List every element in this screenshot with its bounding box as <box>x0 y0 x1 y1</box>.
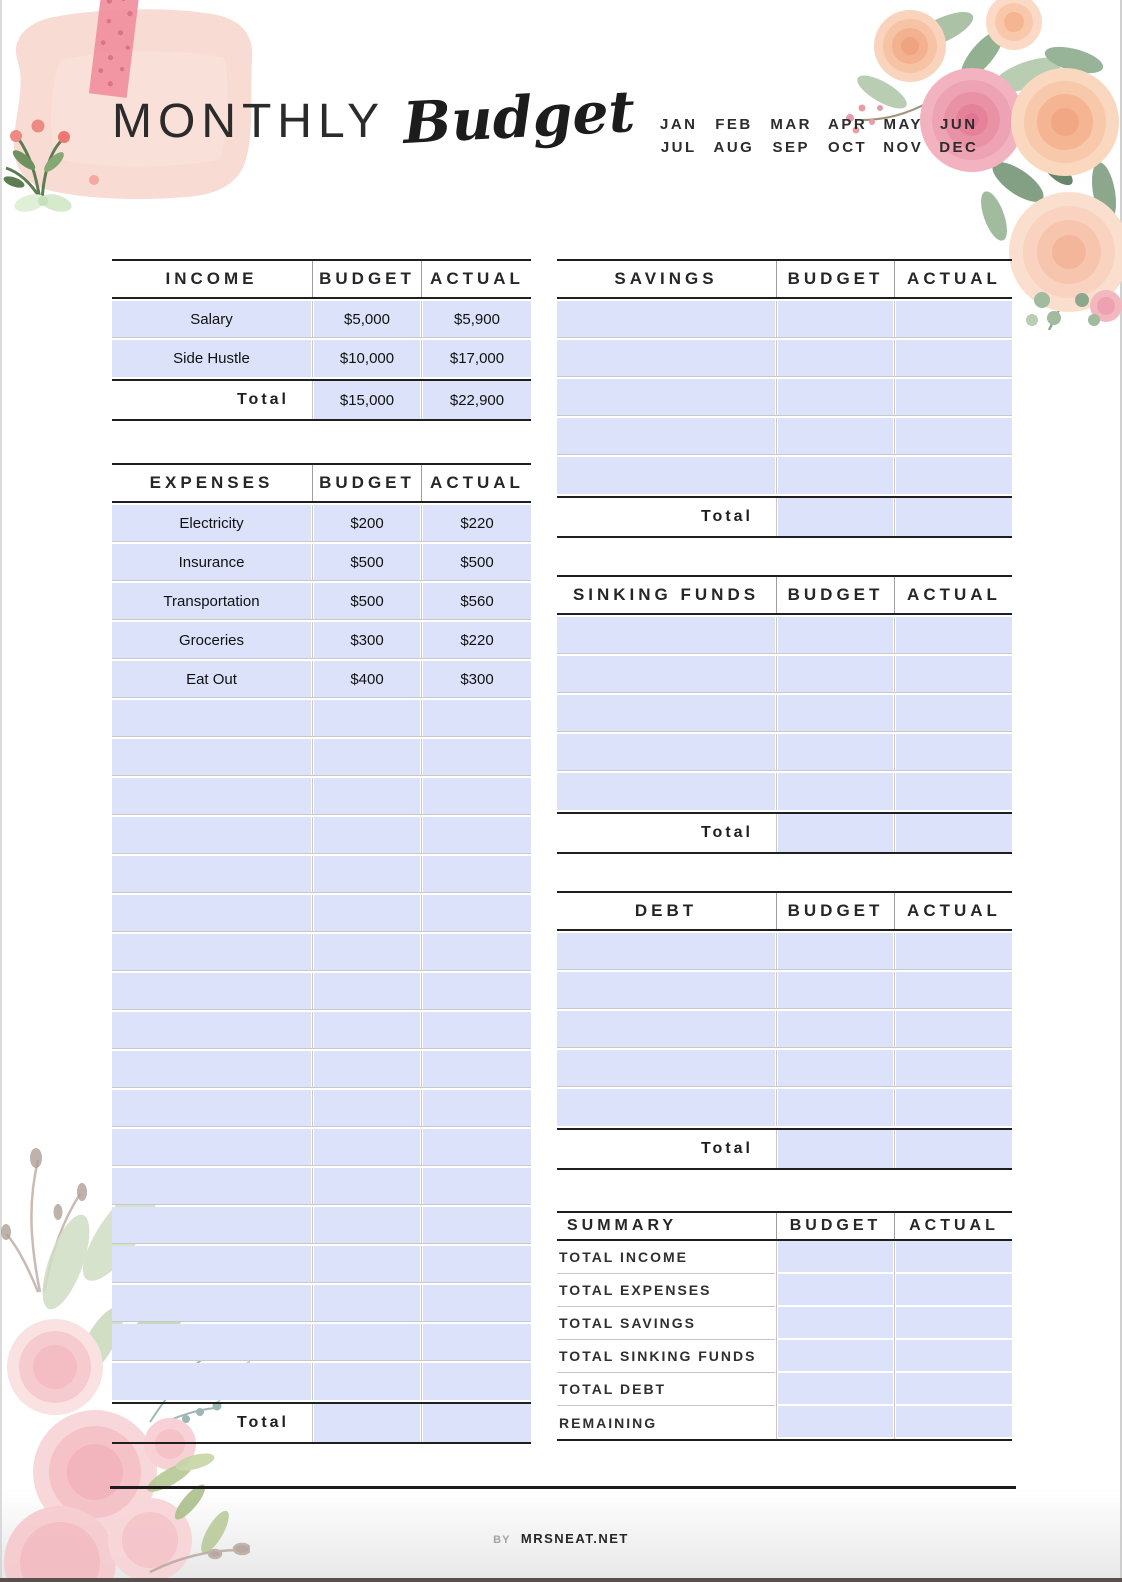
budget-cell[interactable] <box>778 1406 893 1439</box>
budget-cell[interactable] <box>778 457 893 494</box>
month-aug[interactable]: AUG <box>713 139 755 156</box>
row-label-cell[interactable]: Transportation <box>112 583 311 619</box>
total-budget-cell[interactable] <box>778 814 893 852</box>
budget-cell[interactable] <box>314 700 420 736</box>
budget-cell[interactable] <box>314 739 420 775</box>
table-row <box>557 1373 1012 1406</box>
table-row <box>112 739 531 776</box>
budget-cell[interactable] <box>314 973 420 1009</box>
table-row <box>112 544 531 581</box>
total-row <box>557 496 1012 538</box>
table-row <box>557 617 1012 654</box>
row-label-cell[interactable]: Side Hustle <box>112 340 311 377</box>
total-row <box>112 379 531 421</box>
column-header: ACTUAL <box>907 901 1001 920</box>
column-header: SUMMARY <box>567 1217 678 1234</box>
table-row <box>112 1012 531 1049</box>
budget-cell[interactable]: $500 <box>314 544 420 580</box>
savings-table <box>557 259 1012 538</box>
title-budget-script: Budget <box>401 77 637 158</box>
row-label-cell[interactable] <box>112 1285 311 1321</box>
column-header: BUDGET <box>787 901 884 920</box>
total-label: Total <box>236 391 289 408</box>
budget-cell[interactable] <box>314 1324 420 1360</box>
actual-cell[interactable]: $5,900 <box>423 301 531 337</box>
actual-cell[interactable] <box>896 695 1012 731</box>
actual-cell[interactable] <box>896 1274 1012 1307</box>
total-budget-cell[interactable]: $15,000 <box>314 381 420 419</box>
actual-cell[interactable] <box>423 1324 531 1360</box>
total-actual-cell[interactable]: $22,900 <box>423 381 531 419</box>
actual-cell[interactable] <box>423 1012 531 1048</box>
row-label-cell[interactable] <box>112 1090 311 1126</box>
table-row <box>557 1089 1012 1126</box>
budget-cell[interactable] <box>778 1011 893 1047</box>
sinking-funds-table <box>557 575 1012 854</box>
month-selector <box>660 116 978 156</box>
row-label-cell[interactable] <box>557 379 775 415</box>
month-jan[interactable]: JAN <box>660 116 698 133</box>
budget-cell[interactable] <box>314 856 420 892</box>
budget-cell[interactable]: $200 <box>314 505 420 541</box>
table-row <box>112 778 531 815</box>
summary-row-label: REMAINING <box>559 1414 658 1431</box>
row-label-cell[interactable]: Eat Out <box>112 661 311 697</box>
budget-cell[interactable] <box>778 1373 893 1406</box>
budget-cell[interactable] <box>314 1246 420 1282</box>
actual-cell[interactable] <box>423 934 531 970</box>
actual-cell[interactable]: $17,000 <box>423 340 531 377</box>
table-row <box>112 340 531 377</box>
summary-header-row <box>557 1211 1012 1241</box>
month-nov[interactable]: NOV <box>883 139 924 156</box>
budget-cell[interactable] <box>778 617 893 653</box>
column-header: BUDGET <box>787 269 884 288</box>
income-header-row <box>112 259 531 299</box>
actual-cell[interactable] <box>896 1011 1012 1047</box>
actual-cell[interactable] <box>423 973 531 1009</box>
budget-cell[interactable] <box>778 379 893 415</box>
actual-cell[interactable]: $220 <box>423 622 531 658</box>
actual-cell[interactable] <box>896 734 1012 770</box>
total-actual-cell[interactable] <box>423 1404 531 1442</box>
actual-cell[interactable] <box>896 379 1012 415</box>
table-row <box>112 934 531 971</box>
table-row <box>112 973 531 1010</box>
footer-divider <box>110 1486 1016 1489</box>
actual-cell[interactable] <box>896 1340 1012 1373</box>
table-row <box>112 1129 531 1166</box>
budget-cell[interactable] <box>778 1241 893 1274</box>
row-label-cell[interactable] <box>112 895 311 931</box>
table-row <box>112 661 531 698</box>
row-label-cell[interactable]: Insurance <box>112 544 311 580</box>
total-label: Total <box>700 1140 753 1157</box>
month-sep[interactable]: SEP <box>772 139 810 156</box>
budget-cell[interactable] <box>778 695 893 731</box>
budget-cell[interactable] <box>314 1285 420 1321</box>
row-label-cell[interactable] <box>112 778 311 814</box>
total-actual-cell[interactable] <box>896 814 1012 852</box>
row-label-cell[interactable] <box>557 1011 775 1047</box>
actual-cell[interactable] <box>896 1241 1012 1274</box>
actual-cell[interactable] <box>896 301 1012 337</box>
total-label: Total <box>236 1414 289 1431</box>
table-row <box>557 340 1012 377</box>
expenses-table <box>112 463 531 1444</box>
row-label-cell[interactable] <box>557 734 775 770</box>
table-row <box>112 700 531 737</box>
budget-cell[interactable] <box>778 773 893 810</box>
debt-header-row <box>557 891 1012 931</box>
column-header: SAVINGS <box>614 269 718 288</box>
actual-cell[interactable] <box>423 1090 531 1126</box>
footer-by-label: BY <box>493 1534 511 1546</box>
column-header: EXPENSES <box>149 473 274 492</box>
table-row <box>112 817 531 854</box>
sinking-funds-header-row <box>557 575 1012 615</box>
income-table <box>112 259 531 421</box>
table-row <box>557 734 1012 771</box>
table-row <box>557 933 1012 970</box>
budget-cell[interactable] <box>314 1012 420 1048</box>
total-row <box>557 1128 1012 1170</box>
row-label-cell[interactable] <box>112 1246 311 1282</box>
column-header: BUDGET <box>787 585 884 604</box>
table-row <box>557 1307 1012 1340</box>
actual-cell[interactable] <box>423 1285 531 1321</box>
row-label-cell[interactable] <box>112 817 311 853</box>
total-label: Total <box>700 824 753 841</box>
actual-cell[interactable] <box>896 617 1012 653</box>
budget-cell[interactable] <box>778 340 893 376</box>
title-monthly: MONTHLY <box>112 95 386 148</box>
summary-row-label: TOTAL SINKING FUNDS <box>557 1340 775 1373</box>
column-header: ACTUAL <box>430 473 524 492</box>
table-row <box>557 418 1012 455</box>
row-label-cell[interactable] <box>112 1051 311 1087</box>
page-edge-bottom <box>0 1578 1122 1582</box>
month-dec[interactable]: DEC <box>939 139 979 156</box>
budget-cell[interactable] <box>314 817 420 853</box>
row-label-cell[interactable] <box>112 1207 311 1243</box>
table-row <box>112 895 531 932</box>
budget-cell[interactable]: $5,000 <box>314 301 420 337</box>
table-row <box>112 1168 531 1205</box>
total-budget-cell[interactable] <box>314 1404 420 1442</box>
actual-cell[interactable] <box>896 1307 1012 1340</box>
row-label-cell[interactable] <box>112 934 311 970</box>
budget-cell[interactable]: $400 <box>314 661 420 697</box>
budget-cell[interactable] <box>314 778 420 814</box>
table-row <box>112 1285 531 1322</box>
table-row <box>112 1207 531 1244</box>
column-header: ACTUAL <box>430 269 524 288</box>
month-feb[interactable]: FEB <box>715 116 753 133</box>
budget-cell[interactable] <box>314 934 420 970</box>
total-row <box>557 812 1012 854</box>
actual-cell[interactable] <box>423 895 531 931</box>
month-jul[interactable]: JUL <box>660 139 697 156</box>
row-label-cell[interactable] <box>557 656 775 692</box>
column-header: DEBT <box>634 901 698 920</box>
summary-row-label: TOTAL INCOME <box>557 1241 775 1274</box>
row-label-cell[interactable] <box>557 301 775 337</box>
row-label-cell[interactable] <box>112 700 311 736</box>
column-header: ACTUAL <box>907 585 1001 604</box>
budget-cell[interactable] <box>778 1274 893 1307</box>
column-header: ACTUAL <box>907 269 1001 288</box>
actual-cell[interactable] <box>423 1207 531 1243</box>
budget-cell[interactable] <box>778 301 893 337</box>
table-row <box>112 1090 531 1127</box>
row-label-cell[interactable] <box>557 418 775 454</box>
row-label-cell[interactable] <box>112 1012 311 1048</box>
summary-row-label: TOTAL SAVINGS <box>557 1307 775 1340</box>
footer <box>0 1530 1122 1548</box>
budget-cell[interactable] <box>314 1168 420 1204</box>
column-header: BUDGET <box>319 269 415 288</box>
actual-cell[interactable] <box>423 1051 531 1087</box>
table-row <box>557 1406 1012 1439</box>
debt-table <box>557 891 1012 1170</box>
table-row <box>112 1246 531 1283</box>
table-row <box>557 301 1012 338</box>
total-budget-cell[interactable] <box>778 1130 893 1168</box>
actual-cell[interactable] <box>896 457 1012 494</box>
actual-cell[interactable] <box>896 1089 1012 1126</box>
table-row <box>112 856 531 893</box>
budget-cell[interactable] <box>778 1307 893 1340</box>
budget-cell[interactable] <box>778 1340 893 1373</box>
table-row <box>557 656 1012 693</box>
actual-cell[interactable] <box>896 1050 1012 1086</box>
row-label-cell[interactable] <box>557 695 775 731</box>
total-row <box>112 1402 531 1444</box>
table-row <box>557 972 1012 1009</box>
actual-cell[interactable] <box>423 1246 531 1282</box>
row-label-cell[interactable] <box>557 457 775 494</box>
row-label-cell[interactable] <box>112 856 311 892</box>
budget-cell[interactable] <box>314 1051 420 1087</box>
row-label-cell[interactable] <box>112 1129 311 1165</box>
savings-header-row <box>557 259 1012 299</box>
summary-table <box>557 1211 1012 1441</box>
actual-cell[interactable] <box>896 773 1012 810</box>
month-may[interactable]: MAY <box>883 116 923 133</box>
budget-cell[interactable] <box>778 1050 893 1086</box>
row-label-cell[interactable] <box>557 617 775 653</box>
row-label-cell[interactable] <box>557 340 775 376</box>
row-label-cell[interactable] <box>112 1168 311 1204</box>
row-label-cell[interactable] <box>557 972 775 1008</box>
column-header: ACTUAL <box>909 1217 999 1234</box>
actual-cell[interactable] <box>896 340 1012 376</box>
row-label-cell[interactable]: Electricity <box>112 505 311 541</box>
table-row <box>112 1324 531 1361</box>
row-label-cell[interactable] <box>112 739 311 775</box>
row-label-cell[interactable] <box>557 1089 775 1126</box>
budget-cell[interactable] <box>314 1207 420 1243</box>
row-label-cell[interactable] <box>112 1324 311 1360</box>
row-label-cell[interactable]: Salary <box>112 301 311 337</box>
peach-rose-icon <box>874 10 946 82</box>
table-row <box>557 1011 1012 1048</box>
row-label-cell[interactable] <box>112 973 311 1009</box>
column-header: BUDGET <box>789 1217 882 1234</box>
actual-cell[interactable] <box>423 817 531 853</box>
total-actual-cell[interactable] <box>896 1130 1012 1168</box>
row-label-cell[interactable] <box>112 1363 311 1400</box>
actual-cell[interactable] <box>423 856 531 892</box>
budget-cell[interactable] <box>778 418 893 454</box>
actual-cell[interactable] <box>423 700 531 736</box>
row-label-cell[interactable]: Groceries <box>112 622 311 658</box>
summary-row-label: TOTAL DEBT <box>557 1373 775 1406</box>
month-oct[interactable]: OCT <box>828 139 868 156</box>
actual-cell[interactable] <box>896 418 1012 454</box>
column-header: BUDGET <box>319 473 415 492</box>
actual-cell[interactable] <box>423 778 531 814</box>
actual-cell[interactable]: $500 <box>423 544 531 580</box>
table-row <box>112 1051 531 1088</box>
actual-cell[interactable] <box>896 1406 1012 1439</box>
table-row <box>557 1274 1012 1307</box>
actual-cell[interactable] <box>896 1373 1012 1406</box>
table-row <box>557 773 1012 810</box>
budget-cell[interactable] <box>778 972 893 1008</box>
table-row <box>112 301 531 338</box>
actual-cell[interactable] <box>896 933 1012 969</box>
actual-cell[interactable] <box>423 1129 531 1165</box>
actual-cell[interactable] <box>896 972 1012 1008</box>
total-budget-cell[interactable] <box>778 498 893 536</box>
actual-cell[interactable]: $220 <box>423 505 531 541</box>
budget-cell[interactable] <box>778 734 893 770</box>
table-row <box>557 695 1012 732</box>
budget-cell[interactable] <box>778 933 893 969</box>
summary-row-label: TOTAL EXPENSES <box>557 1274 775 1307</box>
table-row <box>112 622 531 659</box>
budget-cell[interactable] <box>778 656 893 692</box>
table-row <box>112 505 531 542</box>
column-header: SINKING FUNDS <box>572 585 760 604</box>
table-row <box>557 1050 1012 1087</box>
footer-site-link[interactable]: MRSNEAT.NET <box>520 1531 629 1546</box>
total-label: Total <box>700 508 753 525</box>
expenses-header-row <box>112 463 531 503</box>
actual-cell[interactable]: $300 <box>423 661 531 697</box>
table-row <box>557 457 1012 494</box>
table-row <box>112 1363 531 1400</box>
budget-cell[interactable] <box>314 1363 420 1400</box>
month-apr[interactable]: APR <box>828 116 868 133</box>
actual-cell[interactable] <box>423 1363 531 1400</box>
month-jun[interactable]: JUN <box>940 116 978 133</box>
page-title <box>112 77 637 158</box>
month-mar[interactable]: MAR <box>770 116 813 133</box>
table-row <box>557 379 1012 416</box>
budget-cell[interactable]: $500 <box>314 583 420 619</box>
budget-cell[interactable] <box>314 895 420 931</box>
table-row <box>557 1241 1012 1274</box>
row-label-cell[interactable] <box>557 933 775 969</box>
row-label-cell[interactable] <box>557 1050 775 1086</box>
budget-cell[interactable] <box>314 1090 420 1126</box>
actual-cell[interactable]: $560 <box>423 583 531 619</box>
budget-cell[interactable]: $10,000 <box>314 340 420 377</box>
table-row <box>557 1340 1012 1373</box>
actual-cell[interactable] <box>423 739 531 775</box>
budget-cell[interactable] <box>778 1089 893 1126</box>
table-row <box>112 583 531 620</box>
column-header: INCOME <box>165 269 258 288</box>
budget-cell[interactable]: $300 <box>314 622 420 658</box>
row-label-cell[interactable] <box>557 773 775 810</box>
actual-cell[interactable] <box>896 656 1012 692</box>
budget-cell[interactable] <box>314 1129 420 1165</box>
actual-cell[interactable] <box>423 1168 531 1204</box>
total-actual-cell[interactable] <box>896 498 1012 536</box>
